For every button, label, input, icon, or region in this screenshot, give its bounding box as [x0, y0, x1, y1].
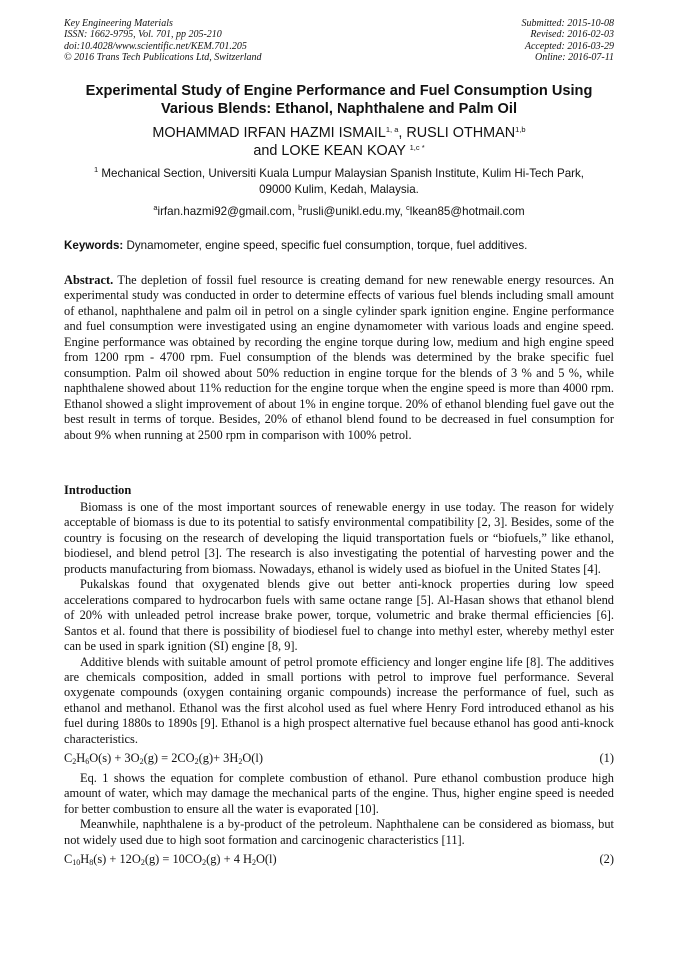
keywords-text: Dynamometer, engine speed, specific fuel consumption, torque, fuel additives. — [123, 239, 528, 252]
affiliation-line-1: Mechanical Section, Universiti Kuala Lumpur Malaysian Spanish Institute, Kulim Hi-Tech Park, — [101, 167, 585, 180]
paragraph: Additive blends with suitable amount of petrol promote efficiency and longer engine life [8]. The additives are chemicals composition, added in small portions with petrol to improve fuel performance. Several oxygenate compounds (oxygen containing organic compounds) increase the performance of fuel, such as ethanol and methanol. Ethanol was the first alcohol used as fuel where Henry Ford introduced ethanol as his fuel during 1880s to 1890s [9]. Ethanol is a high prospect alternative fuel because ethanol has good anti-knock characteristics. — [64, 654, 614, 746]
publication-dates — [522, 18, 615, 64]
revised-date: Revised: 2016-02-03 — [530, 29, 614, 41]
abstract — [64, 273, 614, 443]
keywords — [64, 238, 624, 253]
email-link[interactable]: lkean85@hotmail.com — [409, 205, 525, 218]
online-date: Online: 2016-07-11 — [535, 52, 614, 64]
title-line-2: Various Blends: Ethanol, Naphthalene and Palm Oil — [161, 101, 517, 117]
equation-1 — [64, 751, 614, 766]
copyright: © 2016 Trans Tech Publications Ltd, Switzerland — [64, 52, 262, 64]
journal-name: Key Engineering Materials — [64, 18, 173, 29]
author-name: RUSLI OTHMAN — [406, 125, 516, 141]
title-line-1: Experimental Study of Engine Performance and Fuel Consumption Using — [85, 83, 593, 99]
equation-number: (2) — [599, 851, 614, 866]
doi: doi:10.4028/www.scientific.net/KEM.701.205 — [64, 40, 247, 52]
journal-info — [64, 18, 262, 64]
equation-formula: $C_{10}H_8(s) + 12O_2(g) = 10CO_2(g) + 4$ $H_2O(l)$ — [64, 851, 277, 867]
email-mark: c — [406, 203, 410, 212]
paragraph: Biomass is one of the most important sources of renewable energy in use today. The reason for widely acceptable of biomass is due to its potential to satisfy environmental compatibility [2, 3]. Besides, some of the country is focusing on the research of developing the liquid transportation fuels or “biofuels,” like ethanol, biodiesel, and blend petrol [3]. The research is also investigating the potential of harvesting power and the products manufacturing from biomass. Nowadays, ethanol is widely used as biofuel in the United States [4]. — [64, 500, 614, 576]
author-affiliation-mark: 1,b — [515, 125, 526, 134]
author-emails — [64, 204, 614, 219]
section-heading: Introduction — [64, 483, 132, 497]
accepted-date: Accepted: 2016-03-29 — [524, 40, 614, 52]
author-conjunction: and — [253, 143, 282, 159]
paper-title — [50, 82, 628, 118]
affiliation-mark: 1 — [93, 165, 99, 174]
author-name: MOHAMMAD IRFAN HAZMI ISMAIL — [152, 125, 386, 141]
email-mark: a — [153, 203, 158, 212]
paragraph: Pukalskas found that oxygenated blends give out better anti-knock properties during low speed accelerations compared to hydrocarbon fuels with same octane range [5]. Al-Hasan shows that ethanol blend of 20% with unleaded petrol increase brake power, torque, volumetric and brake thermal efficiencies [6]. Santos et al. found that there is possibility of biodiesel fuel to change into methyl ester, whereby methyl ester can be used in spark ignition (SI) engine [8, 9]. — [64, 577, 614, 654]
abstract-text: The depletion of fossil fuel resource is creating demand for new renewable energy resources. An experimental study was conducted in order to determine effects of various fuel blends including small amount of ethanol, naphthalene and palm oil in petrol on a single cylinder spark ignition engine. Engine performance and fuel consumption were investigated using an engine dynamometer with various loads and engine speed. Engine performance was obtained by recording the engine torque during low, medium and high engine speed from 1200 rpm - 4700 rpm. Fuel consumption of the blends was determined by the brake specific fuel consumption. Palm oil showed about 50% reduction in engine torque for the blends of 3 % and 5 %, while naphthalene showed about 11% reduction for the engine torque when the engine speed is more than 4000 rpm. Ethanol showed a slight improvement of about 1% in engine torque. 20% of ethanol blending fuel gave out the best result in terms of torque. Besides, 20% of ethanol blend found to be decreased in fuel consumption for about 9% when running at 2500 rpm in comparison with 100% petrol. — [64, 273, 614, 442]
introduction-body — [64, 500, 614, 871]
email-link[interactable]: rusli@unikl.edu.my, — [302, 205, 407, 218]
author-affiliation-mark: 1, a — [385, 125, 399, 134]
email-link[interactable]: irfan.hazmi92@gmail.com, — [157, 205, 299, 218]
issn: ISSN: 1662-9795, Vol. 701, pp 205-210 — [64, 29, 222, 41]
keywords-label: Keywords: — [64, 239, 124, 252]
affiliation — [64, 166, 614, 197]
author-list: MOHAMMAD IRFAN HAZMI ISMAIL$^{1, a}$, RUSLI OTHMAN$^{1,b}$ and LOKE KEAN KOAY $^{1,c *}$ — [152, 125, 526, 159]
affiliation-line-2: 09000 Kulim, Kedah, Malaysia. — [259, 182, 419, 196]
author-affiliation-mark: 1,c * — [409, 143, 425, 152]
paragraph: Eq. 1 shows the equation for complete combustion of ethanol. Pure ethanol combustion produce high amount of water, which may damage the mechanical parts of the engine. Thus, higher engine speed is needed for better combustion to ensure all the water is evaporated [10]. — [64, 770, 614, 816]
equation-2 — [64, 852, 614, 867]
equation-formula: $C_2H_6O(s) + 3O_2(g) = 2CO_2(g)+ 3H_2O(l)$ — [64, 751, 263, 767]
equation-number: (1) — [599, 751, 614, 766]
email-mark: b — [298, 203, 303, 212]
submitted-date: Submitted: 2015-10-08 — [521, 18, 614, 29]
abstract-label: Abstract. — [64, 273, 114, 287]
paragraph: Meanwhile, naphthalene is a by-product of the petroleum. Naphthalene can be considered as biomass, but not widely used due to high soot formation and carcinogenic characteristics [11]. — [64, 817, 614, 847]
author-name: LOKE KEAN KOAY — [281, 143, 406, 159]
